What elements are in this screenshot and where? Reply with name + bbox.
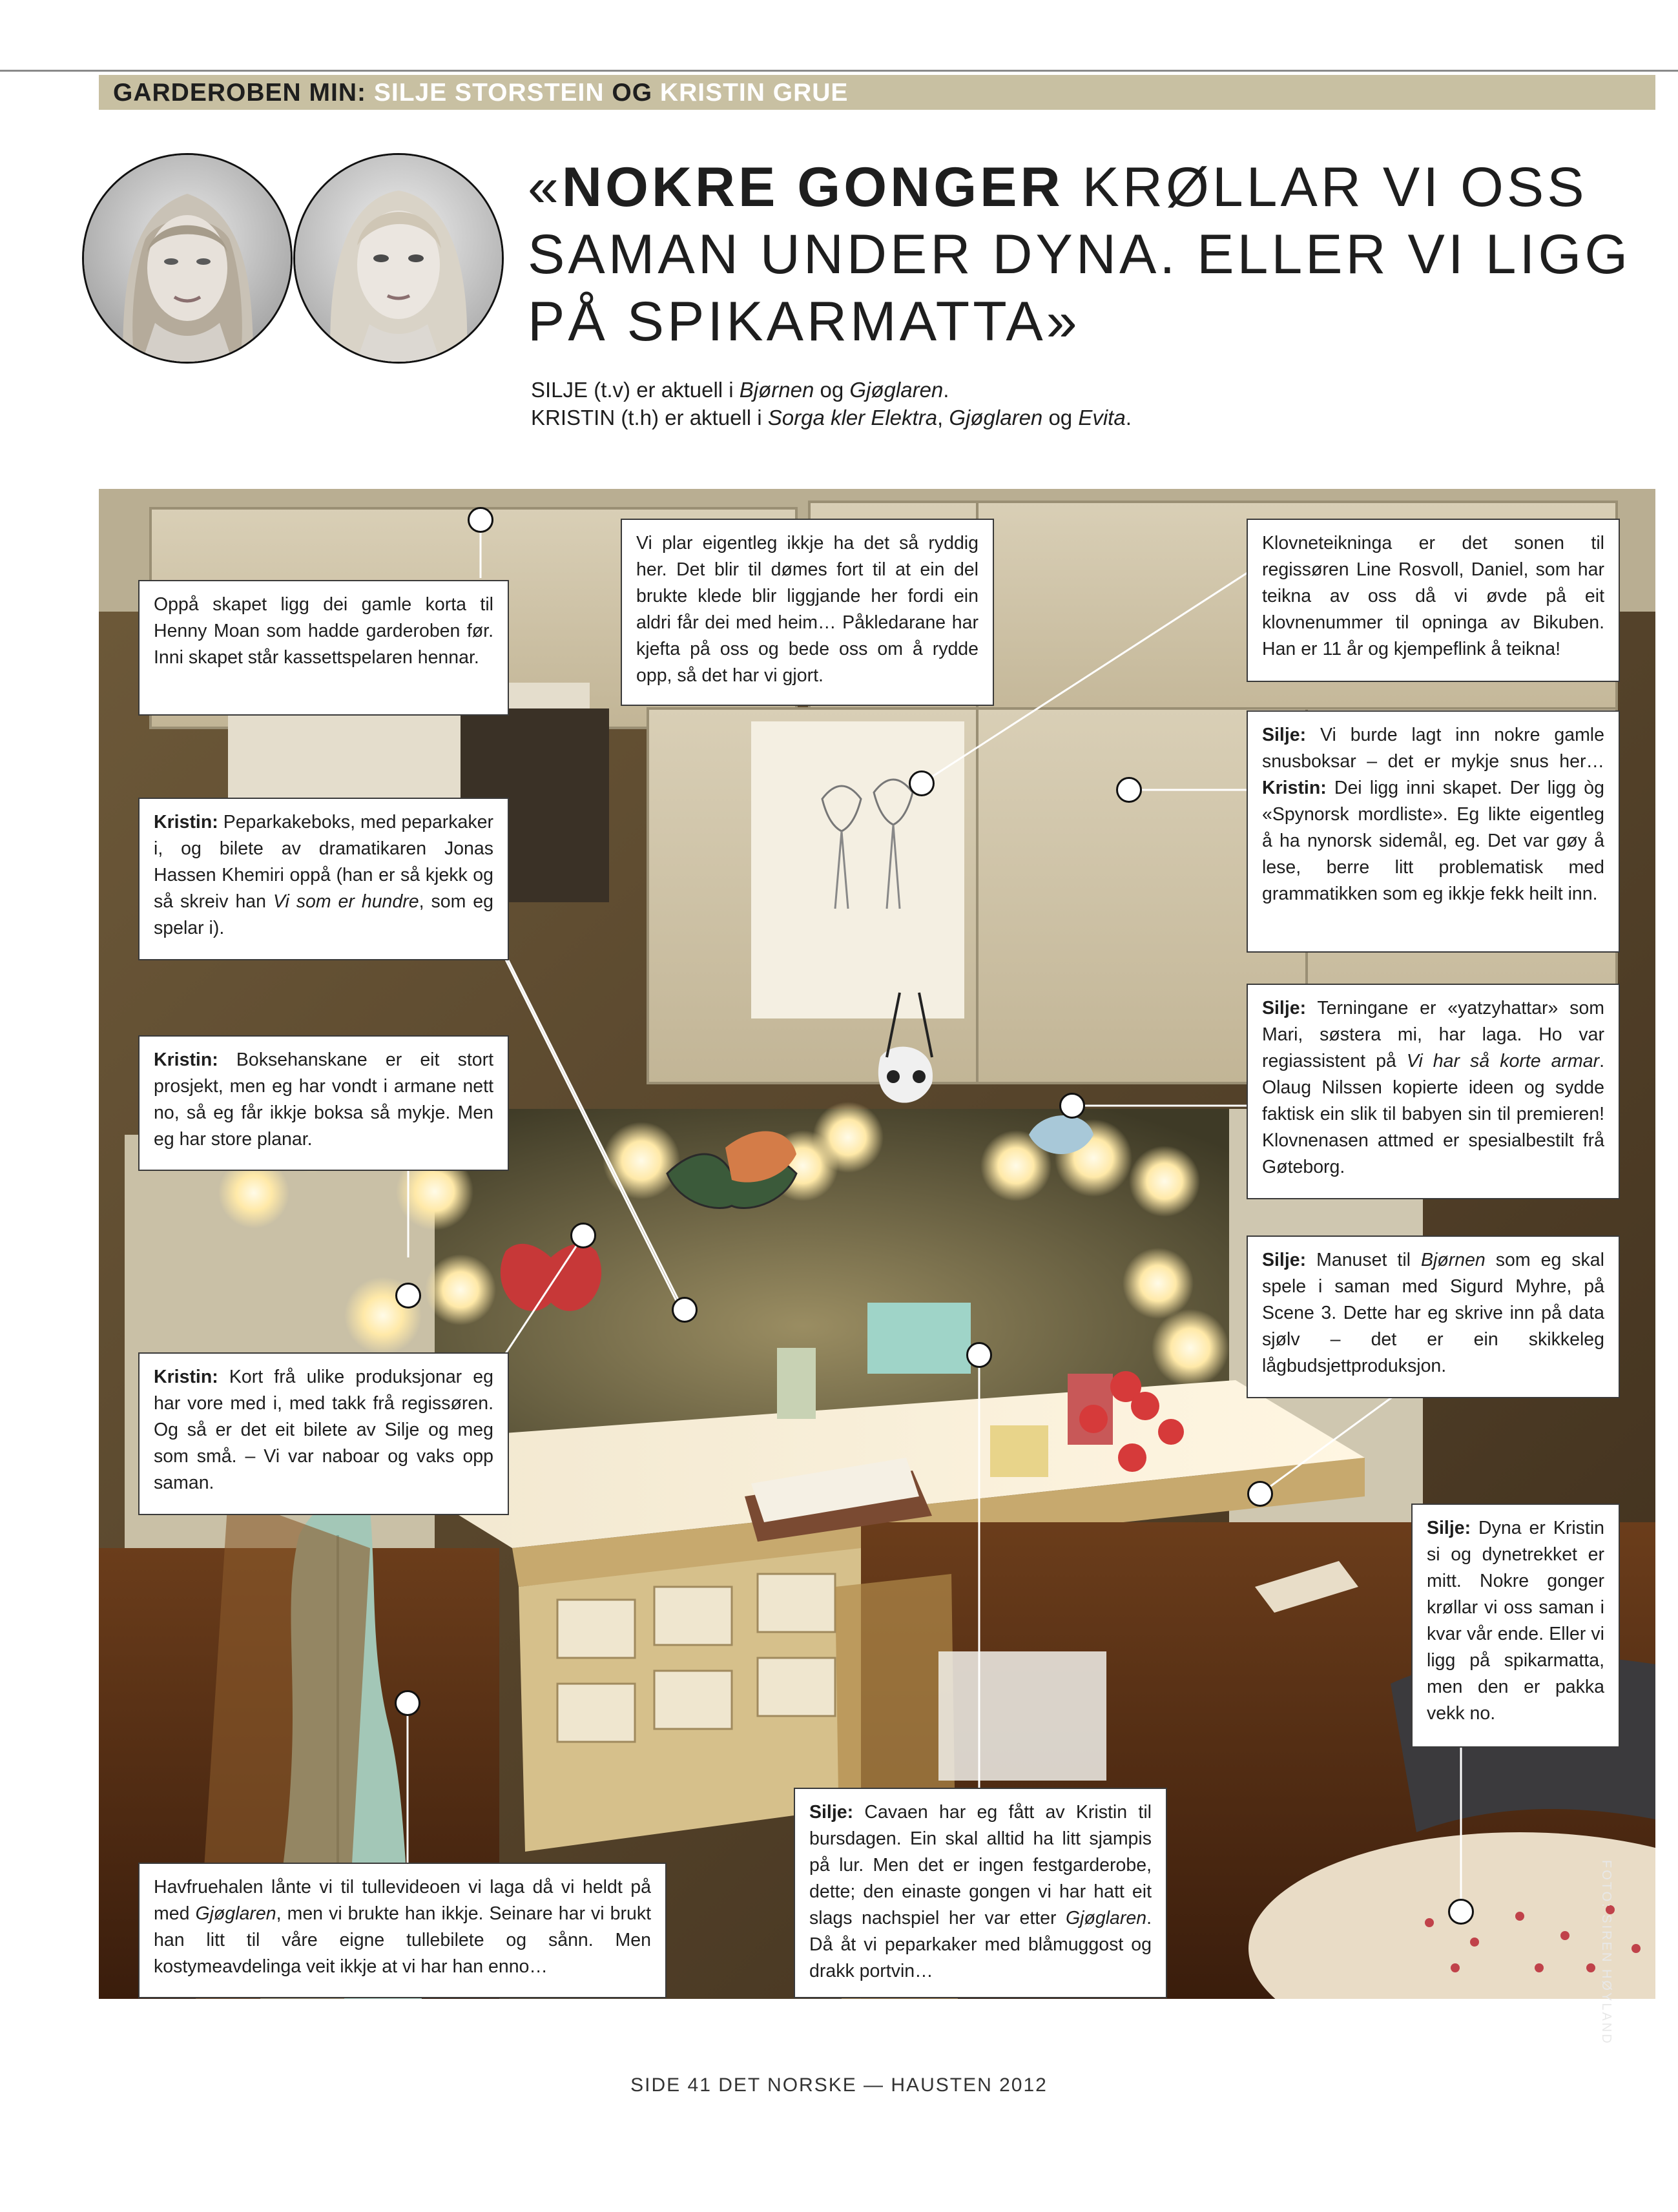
caption-mermaid-tail: Havfruehalen lånte vi til tullevideoen vi laga då vi heldt på med Gjøglaren, men vi brukte han ikkje. Seinare har vi brukt han litt til våre eigne tullebilete og sånn. Men kostymeavdelinga veit ikkje at vi har han enno…	[138, 1863, 667, 1998]
callout-marker	[1448, 1899, 1474, 1925]
callout-marker	[672, 1297, 698, 1323]
banner-title: GARDEROBEN MIN: SILJE STORSTEIN OG KRISTIN GRUE	[113, 79, 849, 107]
intro-silje: SILJE (t.v) er aktuell i Bjørnen og Gjøglaren.	[531, 378, 949, 402]
caption-cards: Oppå skapet ligg dei gamle korta til Henny Moan som hadde garderoben før. Inni skapet står kassettspelaren hennar.	[138, 580, 509, 716]
photo-credit: FOTO: SIREN HØYLAND	[1599, 1860, 1613, 2045]
caption-snus: Silje: Vi burde lagt inn nokre gamle snusboksar – det er mykje snus her… Kristin: Dei ligg inni skapet. Der ligg òg «Spynorsk mordliste». Eg likte eigentleg å ha nynorsk sidemål, eg. Det var gøy å lese, berre litt problematisk med grammatikken som eg ikkje fekk heilt inn.	[1247, 710, 1620, 953]
caption-gingerbread: Kristin: Peparkakeboks, med peparkaker i, og bilete av dramatikaren Jonas Hassen Khemiri oppå (han er så kjekk og så skreiv han Vi som er hundre, som eg spelar i).	[138, 798, 509, 960]
intro-kristin: KRISTIN (t.h) er aktuell i Sorga kler Elektra, Gjøglaren og Evita.	[531, 406, 1132, 429]
caption-tidy: Vi plar eigentleg ikkje ha det så ryddig her. Det blir til dømes fort til at ein del brukte klede blir liggjande her fordi ein aldri får dei med heim… Påkledarane har kjefta på oss og bede oss om å rydde opp, så det har vi gjort.	[621, 519, 994, 706]
caption-clown-drawing: Klovneteikninga er det sonen til regissøren Line Rosvoll, Daniel, som har teikna av oss då vi øvde på eit klovnenummer til opninga av Bikuben. Han er 11 år og kjempeflink å teikna!	[1247, 519, 1620, 682]
callout-marker	[395, 1690, 420, 1716]
caption-duvet: Silje: Dyna er Kristin si og dynetrekket er mitt. Nokre gonger krøllar vi oss saman i kvar vår ende. Eller vi ligg på spikarmatta, men den er pakka vekk no.	[1411, 1504, 1620, 1748]
caption-script: Silje: Manuset til Bjørnen som eg skal spele i saman med Sigurd Myhre, på Scene 3. Dette har eg skrive inn på data sjølv – det er ein skikkeleg lågbudsjettproduksjon.	[1247, 1235, 1620, 1398]
callout-marker	[1247, 1481, 1273, 1507]
caption-cava: Silje: Cavaen har eg fått av Kristin til bursdagen. Ein skal alltid ha litt sjampis på lur. Men det er ingen festgarderobe, dette; den einaste gongen vi har hatt eit slags nachspiel her var etter Gjøglaren. Då åt vi peparkaker med blåmuggost og drakk portvin…	[794, 1788, 1167, 1998]
caption-boxing-gloves: Kristin: Boksehanskane er eit stort prosjekt, men eg har vondt i armane nett no, så eg får ikkje boksa så mykje. Men eg har store planar.	[138, 1035, 509, 1171]
callout-marker	[909, 770, 935, 796]
callout-marker	[1059, 1093, 1085, 1119]
callout-marker	[395, 1283, 421, 1308]
callout-marker	[1116, 777, 1142, 803]
page-footer: SIDE 41 DET NORSKE — HAUSTEN 2012	[630, 2074, 1048, 2096]
caption-dice-hats: Silje: Terningane er «yatzyhattar» som Mari, søstera mi, har laga. Ho var regiassistent på Vi har så korte armar. Olaug Nilssen kopierte ideen og sydde faktisk ein slik til babyen sin til premieren! Klovnenasen attmed er spesialbestilt frå Gøteborg.	[1247, 984, 1620, 1199]
callout-marker	[570, 1223, 596, 1248]
callout-marker	[966, 1342, 992, 1368]
callout-marker	[468, 507, 493, 533]
caption-production-cards: Kristin: Kort frå ulike produksjonar eg har vore med i, med takk frå regissøren. Og så er det eit bilete av Silje og meg som små. – Vi var naboar og vaks opp saman.	[138, 1352, 509, 1515]
headline-quote: «NOKRE GONGER KRØLLAR VI OSS SAMAN UNDER DYNA. ELLER VI LIGG PÅ SPIKARMATTA»	[528, 156, 1631, 353]
